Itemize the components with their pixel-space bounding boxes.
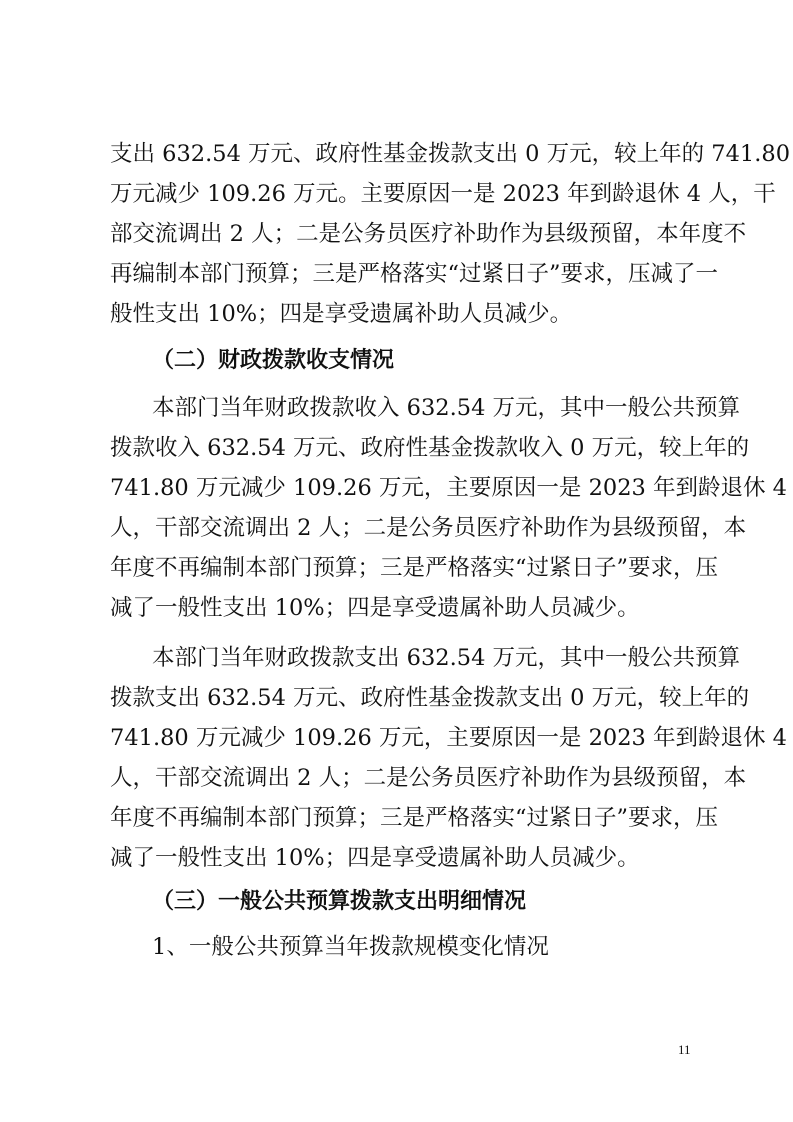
- subsection-heading-1: 1、一般公共预算当年拨款规模变化情况: [152, 934, 549, 960]
- paragraph-3-line-3: 741.80 万元减少 109.26 万元，主要原因一是 2023 年到龄退休 4: [110, 725, 787, 751]
- paragraph-2-line-6: 减了一般性支出 10%；四是享受遗属补助人员减少。: [110, 595, 640, 621]
- paragraph-1-line-2: 万元减少 109.26 万元。主要原因一是 2023 年到龄退休 4 人，干: [110, 181, 776, 207]
- paragraph-3-line-4: 人，干部交流调出 2 人；二是公务员医疗补助作为县级预留，本: [110, 765, 747, 791]
- paragraph-1-line-5: 般性支出 10%；四是享受遗属补助人员减少。: [110, 301, 573, 327]
- paragraph-2-line-3: 741.80 万元减少 109.26 万元，主要原因一是 2023 年到龄退休 4: [110, 475, 787, 501]
- paragraph-3-line-6: 减了一般性支出 10%；四是享受遗属补助人员减少。: [110, 845, 640, 871]
- paragraph-1-line-1: 支出 632.54 万元、政府性基金拨款支出 0 万元，较上年的 741.80: [110, 141, 791, 167]
- paragraph-3-line-1: 本部门当年财政拨款支出 632.54 万元，其中一般公共预算: [152, 645, 741, 671]
- paragraph-3-line-2: 拨款支出 632.54 万元、政府性基金拨款支出 0 万元，较上年的: [110, 685, 750, 711]
- paragraph-3-line-5: 年度不再编制本部门预算；三是严格落实“过紧日子”要求，压: [110, 805, 719, 831]
- section-heading-2: （二）财政拨款收支情况: [152, 348, 395, 373]
- paragraph-2-line-4: 人，干部交流调出 2 人；二是公务员医疗补助作为县级预留，本: [110, 515, 747, 541]
- paragraph-1-line-3: 部交流调出 2 人；二是公务员医疗补助作为县级预留，本年度不: [110, 221, 747, 247]
- paragraph-1-line-4: 再编制本部门预算；三是严格落实“过紧日子”要求，压减了一: [110, 261, 719, 287]
- section-heading-3: （三）一般公共预算拨款支出明细情况: [152, 889, 527, 914]
- page-number: 11: [678, 1042, 691, 1057]
- paragraph-2-line-5: 年度不再编制本部门预算；三是严格落实“过紧日子”要求，压: [110, 555, 719, 581]
- paragraph-2-line-1: 本部门当年财政拨款收入 632.54 万元，其中一般公共预算: [152, 395, 741, 421]
- paragraph-2-line-2: 拨款收入 632.54 万元、政府性基金拨款收入 0 万元，较上年的: [110, 435, 750, 461]
